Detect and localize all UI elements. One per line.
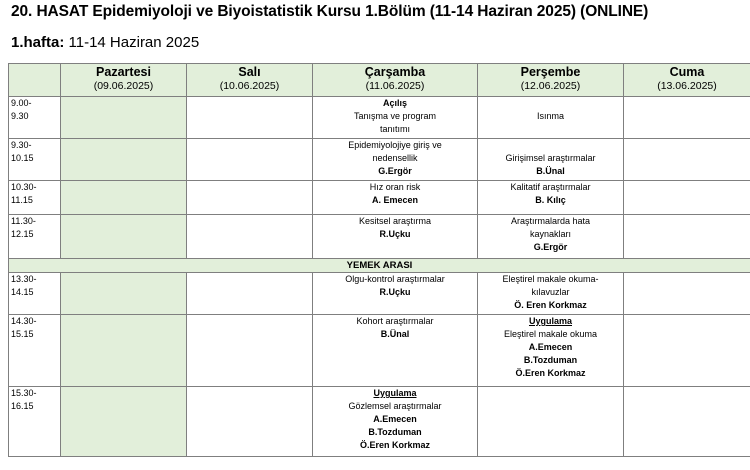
time-text: 14.30-	[11, 316, 37, 326]
week-dates: 11-14 Haziran 2025	[68, 34, 200, 51]
cell-persembe	[478, 273, 624, 315]
cell-pazartesi	[61, 315, 187, 387]
lunch-break-label: YEMEK ARASI	[9, 259, 750, 273]
cell-sali	[187, 215, 313, 259]
day-name: Pazartesi	[96, 65, 151, 79]
session-text	[480, 139, 621, 152]
lecturer-name: B.Ünal	[536, 166, 565, 176]
time-text: 15.15	[11, 329, 34, 339]
time-text: 11.30-	[11, 216, 36, 226]
lecturer-name: Ö.Eren Korkmaz	[359, 440, 431, 450]
time-text: 16.15	[11, 401, 34, 411]
day-header-sali	[187, 64, 313, 97]
session-text: nedensellik	[372, 153, 418, 163]
day-name: Cuma	[669, 65, 705, 79]
cell-pazartesi	[61, 97, 187, 139]
day-header-pazartesi	[61, 64, 187, 97]
cell-sali	[187, 139, 313, 181]
schedule-row	[9, 215, 750, 259]
cell-carsamba	[313, 315, 478, 387]
day-header-cuma	[624, 64, 750, 97]
session-text: Eleştirel makale okuma-	[502, 274, 599, 284]
schedule-row	[9, 273, 750, 315]
lecturer-name: G.Ergör	[533, 242, 568, 252]
document-title: 20. HASAT Epidemiyoloji ve Biyoistatistik Kursu 1.Bölüm (11-14 Haziran 2025) (ONLINE)	[11, 3, 649, 20]
cell-cuma	[624, 139, 750, 181]
time-text: 9.30-	[11, 140, 32, 150]
day-date: (09.06.2025)	[93, 80, 154, 92]
time-text: 11.15	[11, 195, 33, 205]
time-cell	[9, 273, 61, 315]
session-text	[480, 97, 621, 110]
cell-persembe	[478, 139, 624, 181]
cell-persembe	[478, 387, 624, 457]
cell-cuma	[624, 215, 750, 259]
cell-persembe	[478, 215, 624, 259]
day-date: (13.06.2025)	[657, 80, 717, 92]
cell-sali	[187, 97, 313, 139]
cell-sali	[187, 315, 313, 387]
cell-cuma	[624, 181, 750, 215]
time-cell	[9, 315, 61, 387]
header-row	[9, 64, 750, 97]
lecturer-name: B.Tozduman	[523, 355, 578, 365]
lecturer-name: R.Uçku	[379, 287, 411, 297]
time-cell	[9, 181, 61, 215]
lecturer-name: B. Kılıç	[535, 195, 566, 205]
time-cell	[9, 139, 61, 181]
time-text: 10.30-	[11, 182, 37, 192]
time-text: 12.15	[11, 229, 34, 239]
day-header-carsamba	[313, 64, 478, 97]
time-text: 15.30-	[11, 388, 37, 398]
lecturer-name: Ö. Eren Korkmaz	[514, 300, 587, 310]
day-date: (10.06.2025)	[219, 80, 280, 92]
schedule-row	[9, 139, 750, 181]
session-text: Olgu-kontrol araştırmalar	[345, 274, 445, 284]
session-text: Girişimsel araştırmalar	[505, 153, 596, 163]
cell-cuma	[624, 273, 750, 315]
session-text: Kesitsel araştırma	[358, 216, 432, 226]
lecturer-name: Ö.Eren Korkmaz	[515, 368, 586, 378]
day-name: Çarşamba	[364, 65, 426, 79]
schedule-row	[9, 315, 750, 387]
week-label: 1.hafta:	[11, 34, 65, 51]
session-text: kılavuzlar	[531, 287, 570, 297]
session-text: Kohort araştırmalar	[356, 316, 434, 326]
session-text: Hız oran risk	[369, 182, 421, 192]
lecturer-name: Açılış	[382, 98, 407, 108]
session-text: Kalitatif araştırmalar	[510, 182, 591, 192]
session-text: Epidemiyolojiye giriş ve	[348, 140, 442, 150]
time-header-cell	[9, 64, 61, 97]
cell-sali	[187, 273, 313, 315]
cell-sali	[187, 181, 313, 215]
session-type: Uygulama	[373, 388, 417, 398]
time-cell	[9, 215, 61, 259]
time-text: 9.00-	[11, 98, 32, 108]
session-type: Uygulama	[528, 316, 572, 326]
session-text: kaynakları	[529, 229, 572, 239]
lecturer-name: G.Ergör	[378, 166, 412, 176]
cell-carsamba	[313, 181, 478, 215]
session-text: Eleştirel makale okuma	[503, 329, 598, 339]
time-text: 13.30-	[11, 274, 37, 284]
cell-carsamba	[313, 273, 478, 315]
cell-pazartesi	[61, 181, 187, 215]
cell-sali	[187, 387, 313, 457]
schedule-row	[9, 181, 750, 215]
lecturer-name: B.Tozduman	[368, 427, 422, 437]
time-text: 14.15	[11, 287, 34, 297]
cell-carsamba	[313, 387, 478, 457]
session-text: Gözlemsel araştırmalar	[348, 401, 442, 411]
schedule-row	[9, 387, 750, 457]
session-text: tanıtımı	[379, 124, 410, 134]
cell-cuma	[624, 97, 750, 139]
session-text: Araştırmalarda hata	[510, 216, 591, 226]
cell-carsamba	[313, 139, 478, 181]
cell-cuma	[624, 315, 750, 387]
lecturer-name: B.Ünal	[380, 329, 410, 339]
cell-persembe	[478, 315, 624, 387]
cell-pazartesi	[61, 273, 187, 315]
day-name: Salı	[238, 65, 261, 79]
cell-persembe	[478, 97, 624, 139]
week-line	[11, 34, 199, 51]
day-name: Perşembe	[520, 65, 581, 79]
schedule-row	[9, 97, 750, 139]
cell-cuma	[624, 387, 750, 457]
cell-pazartesi	[61, 215, 187, 259]
cell-pazartesi	[61, 139, 187, 181]
schedule-table	[8, 63, 750, 457]
session-text: Tanışma ve program	[353, 111, 437, 121]
lecturer-name: A.Emecen	[373, 414, 417, 424]
lecturer-name: A. Emecen	[371, 195, 419, 205]
lecturer-name: A.Emecen	[528, 342, 573, 352]
cell-persembe	[478, 181, 624, 215]
day-header-persembe	[478, 64, 624, 97]
day-date: (11.06.2025)	[365, 80, 425, 92]
lunch-break-row	[9, 259, 750, 273]
lecturer-name: R.Uçku	[379, 229, 411, 239]
time-cell	[9, 97, 61, 139]
cell-carsamba	[313, 97, 478, 139]
cell-carsamba	[313, 215, 478, 259]
time-cell	[9, 387, 61, 457]
session-text: Isınma	[536, 111, 564, 121]
cell-pazartesi	[61, 387, 187, 457]
time-text: 10.15	[11, 153, 34, 163]
time-text: 9.30	[11, 111, 29, 121]
day-date: (12.06.2025)	[520, 80, 581, 92]
